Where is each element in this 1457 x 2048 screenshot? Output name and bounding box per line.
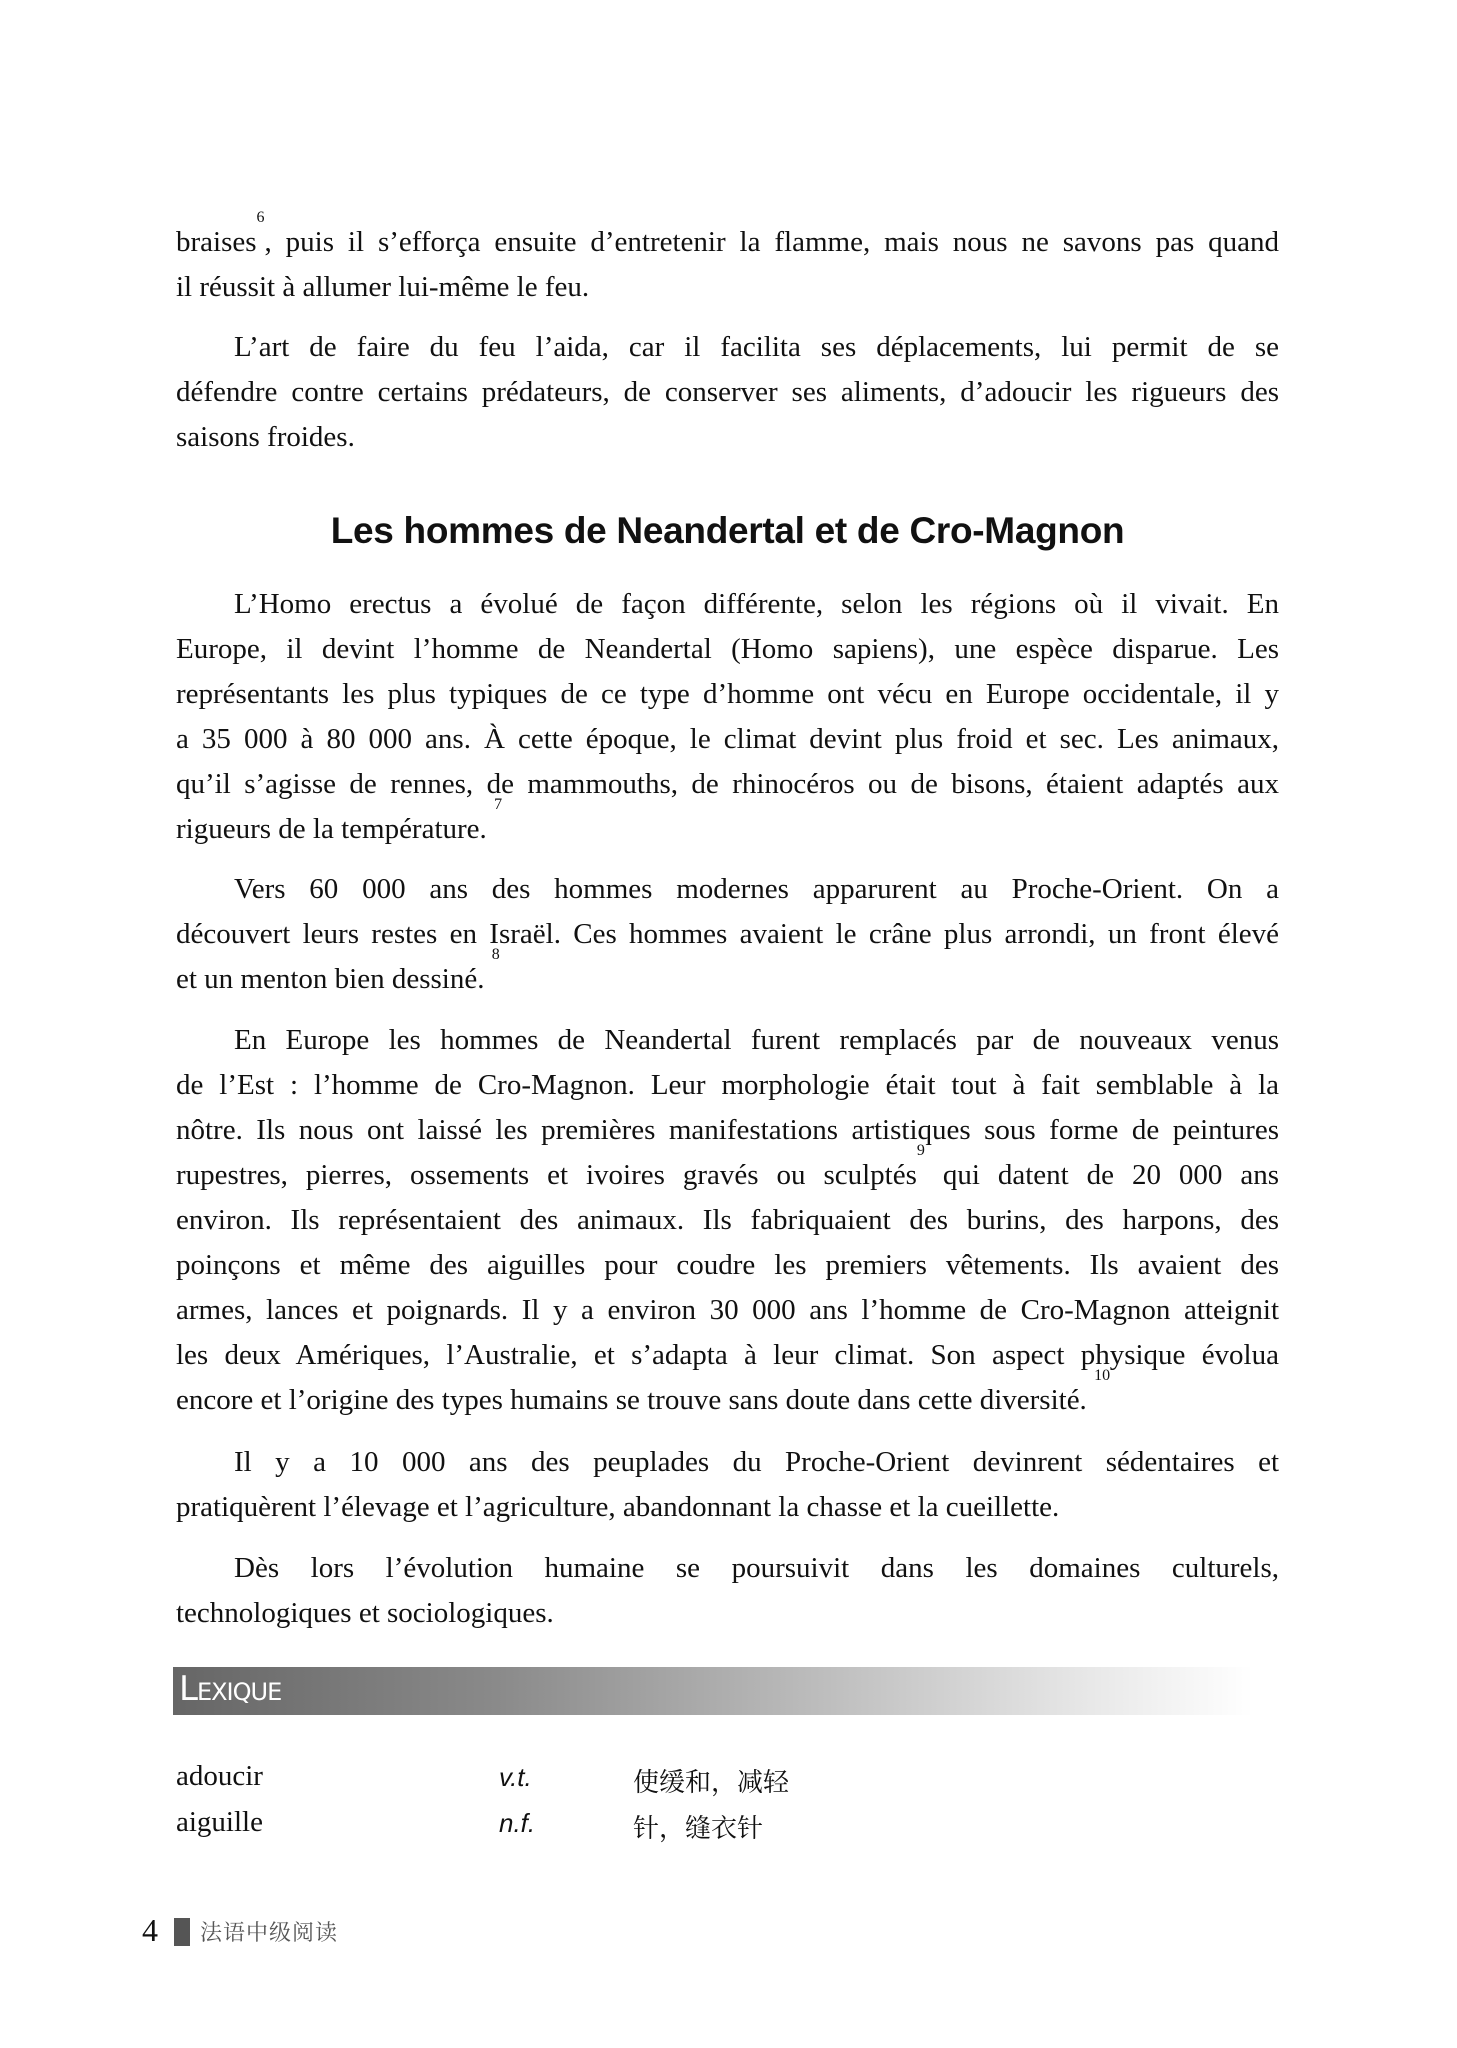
- text-line: L’art de faire du feu l’aida, car il facilita ses déplacements, lui permit de se: [234, 331, 1279, 363]
- text-line: environ. Ils représentaient des animaux. Ils fabriquaient des burins, des harpons, des: [176, 1204, 1279, 1236]
- footnote-ref[interactable]: 8: [491, 946, 500, 963]
- text-line: saisons froides.: [176, 421, 355, 453]
- text-line: pratiquèrent l’élevage et l’agriculture, abandonnant la chasse et la cueillette.: [176, 1491, 1060, 1523]
- text-fragment: braises: [176, 226, 257, 258]
- lexique-header-bar: [173, 1667, 1253, 1715]
- lexique-pos: v.t.: [499, 1762, 532, 1792]
- text-line: les deux Amériques, l’Australie, et s’adapta à leur climat. Son aspect physique évolua: [176, 1339, 1279, 1371]
- footer-bar-marker: [174, 1918, 190, 1946]
- lexique-word: adoucir: [176, 1760, 263, 1792]
- text-line: nôtre. Ils nous ont laissé les premières manifestations artistiques sous forme de peintures: [176, 1114, 1279, 1146]
- text-line: [176, 1367, 1279, 1418]
- text-line: a 35 000 à 80 000 ans. À cette époque, le climat devint plus froid et sec. Les animaux,: [176, 723, 1279, 755]
- lexique-entry: [176, 1806, 1076, 1846]
- text-fragment: et un menton bien dessiné.: [176, 963, 492, 995]
- text-line: poinçons et même des aiguilles pour coudre les premiers vêtements. Ils avaient des: [176, 1249, 1279, 1281]
- lexique-word: aiguille: [176, 1806, 263, 1838]
- text-line: représentants les plus typiques de ce type d’homme ont vécu en Europe occidentale, il y: [176, 678, 1279, 710]
- text-line: découvert leurs restes en Israël. Ces hommes avaient le crâne plus arrondi, un front élevé: [176, 918, 1279, 950]
- section-heading: Les hommes de Neandertal et de Cro-Magnon: [330, 510, 1125, 551]
- footnote-ref[interactable]: 6: [256, 209, 265, 226]
- text-line: Europe, il devint l’homme de Neandertal (Homo sapiens), une espèce disparue. Les: [176, 633, 1279, 665]
- text-line: défendre contre certains prédateurs, de conserver ses aliments, d’adoucir les rigueurs des: [176, 376, 1279, 408]
- text-line: technologiques et sociologiques.: [176, 1597, 554, 1629]
- footnote-ref[interactable]: 9: [916, 1142, 925, 1159]
- text-line: il réussit à allumer lui-même le feu.: [176, 271, 590, 303]
- lexique-definition: 针，缝衣针: [633, 1814, 764, 1844]
- lexique-title: Lexique: [179, 1669, 282, 1709]
- lexique-definition: 使缓和，减轻: [633, 1768, 790, 1798]
- text-fragment: encore et l’origine des types humains se trouve sans doute dans cette diversité.: [176, 1384, 1095, 1416]
- text-line: Dès lors l’évolution humaine se poursuivit dans les domaines culturels,: [234, 1552, 1279, 1584]
- text-line: [176, 796, 1279, 847]
- text-line: En Europe les hommes de Neandertal furent remplacés par de nouveaux venus: [234, 1024, 1279, 1056]
- text-line: [176, 946, 1279, 997]
- text-line: Vers 60 000 ans des hommes modernes apparurent au Proche-Orient. On a: [234, 873, 1279, 905]
- text-fragment: rupestres, pierres, ossements et ivoires gravés ou sculptés: [176, 1159, 917, 1191]
- page-number: 4: [142, 1912, 158, 1948]
- text-fragment: , puis il s’efforça ensuite d’entretenir la flamme, mais nous ne savons pas quand: [264, 226, 1279, 258]
- footnote-ref[interactable]: 7: [494, 796, 503, 813]
- text-fragment: qui datent de 20 000 ans: [924, 1159, 1279, 1191]
- footnote-ref[interactable]: 10: [1094, 1367, 1111, 1384]
- text-line: L’Homo erectus a évolué de façon différente, selon les régions où il vivait. En: [234, 588, 1279, 620]
- text-fragment: rigueurs de la température.: [176, 813, 495, 845]
- lexique-entry: [176, 1760, 1076, 1800]
- lexique-pos: n.f.: [499, 1808, 536, 1838]
- text-line: de l’Est : l’homme de Cro-Magnon. Leur morphologie était tout à fait semblable à la: [176, 1069, 1279, 1101]
- text-line: [176, 209, 1279, 260]
- text-line: Il y a 10 000 ans des peuplades du Proche-Orient devinrent sédentaires et: [234, 1446, 1279, 1478]
- text-line: armes, lances et poignards. Il y a environ 30 000 ans l’homme de Cro-Magnon atteignit: [176, 1294, 1279, 1326]
- book-title: 法语中级阅读: [200, 1921, 339, 1946]
- text-line: qu’il s’agisse de rennes, de mammouths, de rhinocéros ou de bisons, étaient adaptés aux: [176, 768, 1279, 800]
- text-line: [176, 1142, 1279, 1193]
